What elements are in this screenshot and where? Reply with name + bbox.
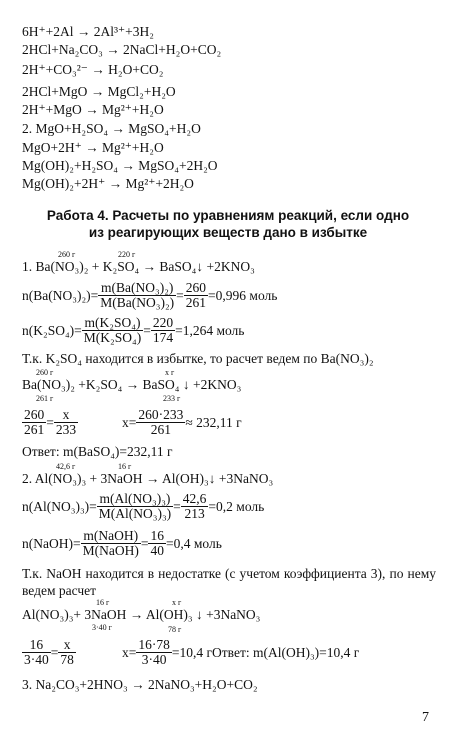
fraction	[22, 408, 46, 437]
reaction-equation: 1. Ba(NO₃)₂ + K₂SO₄ → BaSO₄↓ +2KNO₃	[22, 259, 255, 274]
fraction	[97, 492, 173, 521]
fraction	[54, 408, 78, 437]
fraction	[181, 492, 209, 521]
numerator: 16·78	[138, 637, 170, 652]
fraction	[151, 316, 175, 345]
moles-result: =0,4 моль	[165, 535, 222, 551]
fraction	[22, 638, 51, 667]
moles-calculation	[22, 492, 264, 521]
fraction	[58, 638, 76, 667]
numerator: m(Ba(NO₃)₂)	[98, 281, 176, 296]
numerator: x	[54, 408, 78, 423]
denominator: 261	[150, 422, 171, 437]
moles-lhs: n(Al(NO₃)₃)=	[22, 498, 97, 514]
reaction-equation: Ba(NO₃)₂ +K₂SO₄ → BaSO₄ ↓ +2KNO₃	[22, 377, 242, 392]
moles-lhs: n(K₂SO₄)=	[22, 322, 82, 338]
numerator: 260	[24, 407, 45, 422]
answer-line: Ответ: m(BaSO₄)=232,11 г	[22, 444, 173, 459]
fraction	[82, 316, 143, 345]
limiting-note: Т.к. NaOH находится в недостатке (с учетом коэффициента 3), по нему ведем расчет	[22, 566, 436, 598]
denominator: 233	[55, 422, 77, 437]
denominator: M(Ba(NO₃)₂)	[100, 295, 175, 310]
mass-annotation: 220 г	[118, 250, 136, 259]
numerator: 42,6	[182, 491, 207, 506]
equation-line: 2H⁺+CO₃²⁻ → H₂O+CO₂	[22, 62, 164, 77]
denominator: M(Al(NO₃)₃)	[98, 506, 172, 521]
moles-result: =1,264 моль	[175, 322, 245, 338]
molar-annotation: 3·40 г	[92, 623, 112, 632]
equation-line: 6H⁺+2Al → 2Al³⁺+3H₂	[22, 24, 154, 39]
equation-line: 2H⁺+MgO → Mg²⁺+H₂O	[22, 102, 164, 117]
numerator: m(Al(NO₃)₃)	[97, 492, 173, 507]
fraction	[98, 281, 176, 310]
molar-annotation: 233 г	[163, 394, 181, 403]
x-lhs: x=	[122, 644, 137, 660]
mass-annotation: 16 г	[118, 462, 132, 471]
mass-annotation: 16 г	[96, 598, 110, 607]
mass-annotation: 42,6 г	[56, 462, 76, 471]
equation-line: 2HCl+MgO → MgCl₂+H₂O	[22, 84, 176, 99]
equation-line: MgO+2H⁺ → Mg²⁺+H₂O	[22, 140, 164, 155]
x-result: ≈ 232,11 г	[185, 414, 242, 430]
numerator: 220	[152, 315, 174, 330]
denominator: 213	[184, 506, 205, 521]
mass-annotation: 260 г	[36, 368, 54, 377]
equals-sign: =	[173, 498, 181, 514]
denominator: 3·40	[141, 652, 167, 667]
denominator: M(NaOH)	[82, 543, 139, 558]
mass-annotation: x г	[172, 598, 182, 607]
denominator: 174	[152, 330, 174, 345]
numerator: m(NaOH)	[81, 529, 141, 544]
equals-sign: =	[176, 287, 184, 303]
denominator: 40	[150, 543, 164, 558]
equals-sign: =	[140, 535, 149, 551]
denominator: M(K₂SO₄)	[83, 330, 142, 345]
denominator: 261	[185, 295, 207, 310]
equation-line: 2HCl+Na₂CO₃ → 2NaCl+H₂O+CO₂	[22, 42, 222, 57]
section-title: Работа 4. Расчеты по уравнениям реакций, если одно	[46, 208, 410, 223]
x-lhs: x=	[122, 414, 137, 430]
x-calculation	[122, 408, 242, 437]
x-calculation	[122, 638, 359, 667]
numerator: 16	[150, 528, 164, 543]
x-result: =10,4 гОтвет: m(Al(OH)₃)=10,4 г	[171, 644, 360, 660]
proportion	[22, 408, 78, 437]
numerator: 16	[22, 638, 51, 653]
numerator: 260·233	[138, 407, 184, 422]
equals-sign: =	[143, 322, 151, 338]
reaction-equation: 3. Na₂CO₃+2HNO₃ → 2NaNO₃+H₂O+CO₂	[22, 677, 258, 692]
fraction	[81, 529, 141, 558]
molar-annotation: 78 г	[168, 625, 182, 634]
equation-line: 2. MgO+H₂SO₄ → MgSO₄+H₂O	[22, 121, 201, 136]
fraction	[136, 638, 172, 667]
moles-lhs: n(NaOH)=	[22, 535, 81, 551]
moles-calculation	[22, 281, 277, 310]
moles-calculation	[22, 316, 244, 345]
denominator: 261	[24, 422, 45, 437]
excess-note: Т.к. K₂SO₄ находится в избытке, то расчет ведем по Ba(NO₃)₂	[22, 351, 374, 366]
numerator: x	[58, 638, 76, 653]
proportion	[22, 638, 76, 667]
denominator: 78	[60, 652, 74, 667]
fraction	[148, 529, 166, 558]
moles-lhs: n(Ba(NO₃)₂)=	[22, 287, 99, 303]
equation-line: Mg(OH)₂+H₂SO₄ → MgSO₄+2H₂O	[22, 158, 218, 173]
mass-annotation: 260 г	[58, 250, 76, 259]
equals-sign: =	[46, 414, 54, 430]
page-number: 7	[422, 710, 429, 725]
reaction-equation: 2. Al(NO₃)₃ + 3NaOH → Al(OH)₃↓ +3NaNO₃	[22, 471, 274, 486]
denominator: 3·40	[24, 652, 49, 667]
moles-calculation	[22, 529, 222, 558]
equation-line: Mg(OH)₂+2H⁺ → Mg²⁺+2H₂O	[22, 176, 194, 191]
equals-sign: =	[50, 644, 59, 660]
reaction-equation: Al(NO₃)₃+ 3NaOH → Al(OH)₃ ↓ +3NaNO₃	[22, 607, 261, 622]
section-title: из реагирующих веществ дано в избытке	[88, 225, 368, 240]
fraction	[184, 281, 208, 310]
numerator: m(K₂SO₄)	[82, 316, 143, 331]
fraction	[136, 408, 185, 437]
mass-annotation: x г	[165, 368, 175, 377]
numerator: 260	[185, 280, 207, 295]
moles-result: =0,996 моль	[208, 287, 278, 303]
molar-annotation: 261 г	[36, 394, 54, 403]
moles-result: =0,2 моль	[208, 498, 265, 514]
